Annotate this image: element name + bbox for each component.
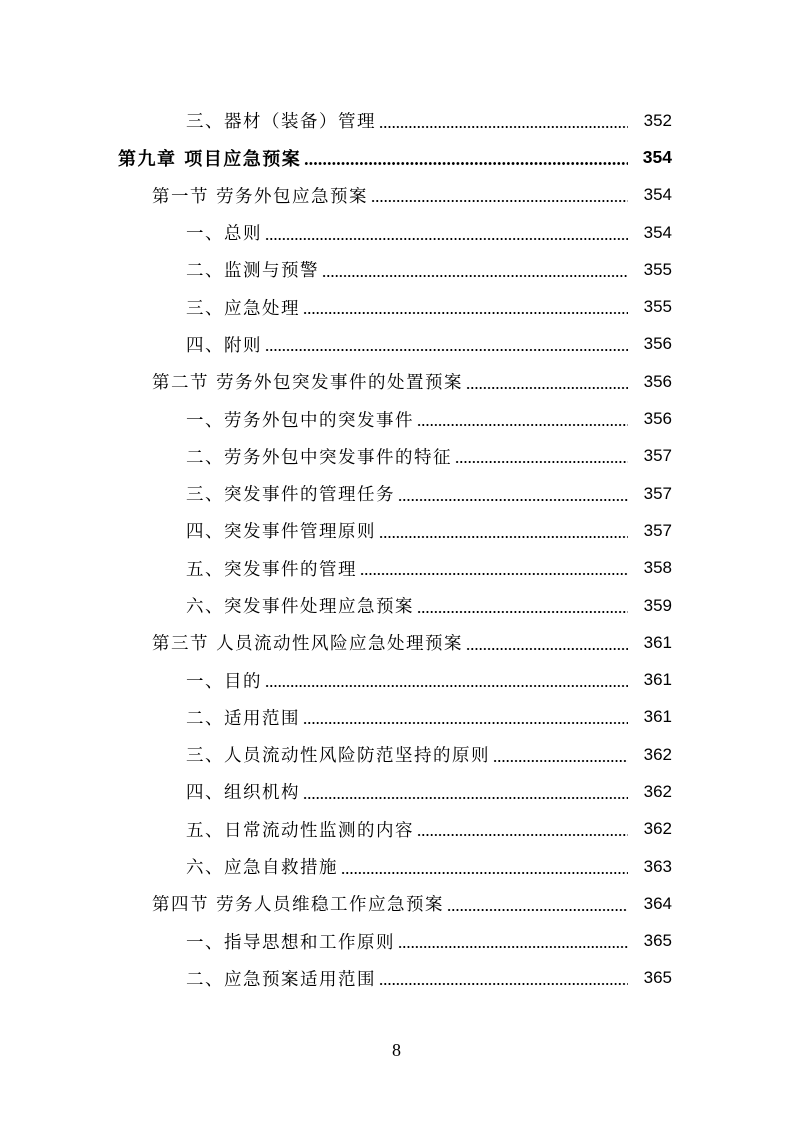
toc-subsection-entry[interactable] [0, 550, 793, 587]
toc-entry-title: 二、劳务外包中突发事件的特征 [186, 447, 452, 468]
toc-entry-title: 二、应急预案适用范围 [186, 969, 376, 990]
toc-dot-leader [303, 722, 628, 724]
toc-entry-title: 一、目的 [186, 671, 262, 692]
toc-dot-leader [379, 536, 628, 538]
toc-entry-page: 358 [643, 558, 672, 578]
toc-dot-leader [265, 238, 628, 240]
toc-entry-page: 355 [643, 259, 672, 279]
toc-entry-title: 二、监测与预警 [186, 261, 319, 282]
toc-entry-page: 361 [643, 632, 672, 652]
toc-entry-title: 六、突发事件处理应急预案 [186, 597, 414, 617]
toc-subsection-entry[interactable] [0, 214, 793, 251]
toc-entry-title: 三、人员流动性风险防范坚持的原则 [186, 746, 490, 767]
toc-entry-page: 354 [642, 147, 672, 168]
toc-entry-page: 361 [643, 670, 672, 690]
toc-subsection-entry[interactable] [0, 587, 793, 624]
toc-entry-title: 四、附则 [186, 335, 262, 356]
toc-subsection-entry[interactable] [0, 102, 793, 139]
toc-entry-page: 362 [643, 781, 672, 801]
toc-dot-leader [455, 461, 628, 463]
toc-subsection-entry[interactable] [0, 251, 793, 288]
toc-entry-title: 三、器材（装备）管理 [186, 112, 376, 133]
toc-dot-leader [379, 983, 628, 985]
toc-entry-page: 365 [643, 968, 672, 988]
toc-dot-leader [265, 349, 628, 351]
toc-section-entry[interactable] [0, 624, 793, 661]
page-number: 8 [392, 1040, 401, 1060]
toc-entry-page: 362 [643, 819, 672, 839]
toc-entry-page: 361 [643, 707, 672, 727]
toc-entry-page: 357 [643, 520, 672, 540]
toc-dot-leader [322, 275, 628, 277]
toc-subsection-entry[interactable] [0, 923, 793, 960]
toc-dot-leader [304, 162, 628, 165]
toc-entry-page: 362 [643, 744, 672, 764]
toc-entry-title: 一、总则 [186, 224, 262, 245]
toc-entry-page: 354 [643, 222, 672, 242]
toc-entry-title: 三、突发事件的管理任务 [186, 485, 395, 506]
toc-dot-leader [447, 909, 628, 911]
table-of-contents [0, 102, 793, 997]
toc-entry-title: 第九章 项目应急预案 [118, 148, 302, 170]
toc-entry-title: 五、突发事件的管理 [186, 559, 357, 580]
toc-entry-page: 356 [643, 334, 672, 354]
toc-entry-page: 352 [643, 110, 672, 130]
toc-subsection-entry[interactable] [0, 400, 793, 437]
toc-subsection-entry[interactable] [0, 661, 793, 698]
toc-dot-leader [466, 387, 628, 389]
toc-entry-page: 356 [643, 371, 672, 391]
toc-dot-leader [417, 611, 628, 613]
toc-entry-title: 四、组织机构 [186, 783, 300, 804]
toc-entry-page: 365 [643, 931, 672, 951]
toc-subsection-entry[interactable] [0, 512, 793, 549]
toc-dot-leader [360, 573, 628, 575]
toc-dot-leader [466, 648, 628, 650]
toc-entry-title: 第一节 劳务外包应急预案 [152, 186, 369, 207]
toc-dot-leader [303, 312, 628, 314]
toc-entry-title: 六、应急自救措施 [186, 858, 338, 879]
toc-dot-leader [371, 200, 628, 202]
toc-subsection-entry[interactable] [0, 288, 793, 325]
toc-subsection-entry[interactable] [0, 475, 793, 512]
toc-chapter-entry[interactable] [0, 139, 793, 176]
toc-entry-title: 二、适用范围 [186, 708, 300, 729]
toc-subsection-entry[interactable] [0, 438, 793, 475]
toc-dot-leader [379, 126, 628, 128]
toc-dot-leader [341, 872, 628, 874]
toc-subsection-entry[interactable] [0, 326, 793, 363]
toc-subsection-entry[interactable] [0, 699, 793, 736]
toc-dot-leader [265, 685, 628, 687]
toc-entry-page: 364 [643, 893, 672, 913]
toc-dot-leader [417, 424, 628, 426]
toc-entry-page: 363 [643, 856, 672, 876]
toc-dot-leader [303, 797, 628, 799]
toc-subsection-entry[interactable] [0, 848, 793, 885]
toc-dot-leader [493, 760, 628, 762]
toc-dot-leader [398, 946, 628, 948]
toc-entry-title: 第四节 劳务人员维稳工作应急预案 [152, 895, 445, 916]
toc-subsection-entry[interactable] [0, 773, 793, 810]
toc-entry-page: 359 [643, 595, 672, 615]
toc-subsection-entry[interactable] [0, 811, 793, 848]
toc-entry-title: 四、突发事件管理原则 [186, 522, 376, 543]
toc-section-entry[interactable] [0, 363, 793, 400]
toc-entry-title: 五、日常流动性监测的内容 [186, 820, 414, 841]
toc-section-entry[interactable] [0, 177, 793, 214]
toc-entry-title: 一、劳务外包中的突发事件 [186, 410, 414, 431]
toc-entry-page: 354 [643, 185, 672, 205]
toc-entry-title: 一、指导思想和工作原则 [186, 932, 395, 953]
toc-entry-page: 357 [643, 483, 672, 503]
toc-entry-title: 第二节 劳务外包突发事件的处置预案 [152, 373, 464, 394]
toc-entry-title: 三、应急处理 [186, 298, 300, 319]
toc-dot-leader [398, 499, 628, 501]
toc-dot-leader [417, 834, 628, 836]
toc-entry-page: 355 [643, 297, 672, 317]
toc-entry-title: 第三节 人员流动性风险应急处理预案 [152, 634, 464, 655]
toc-subsection-entry[interactable] [0, 736, 793, 773]
toc-entry-page: 357 [643, 446, 672, 466]
toc-subsection-entry[interactable] [0, 960, 793, 997]
toc-section-entry[interactable] [0, 885, 793, 922]
toc-entry-page: 356 [643, 409, 672, 429]
